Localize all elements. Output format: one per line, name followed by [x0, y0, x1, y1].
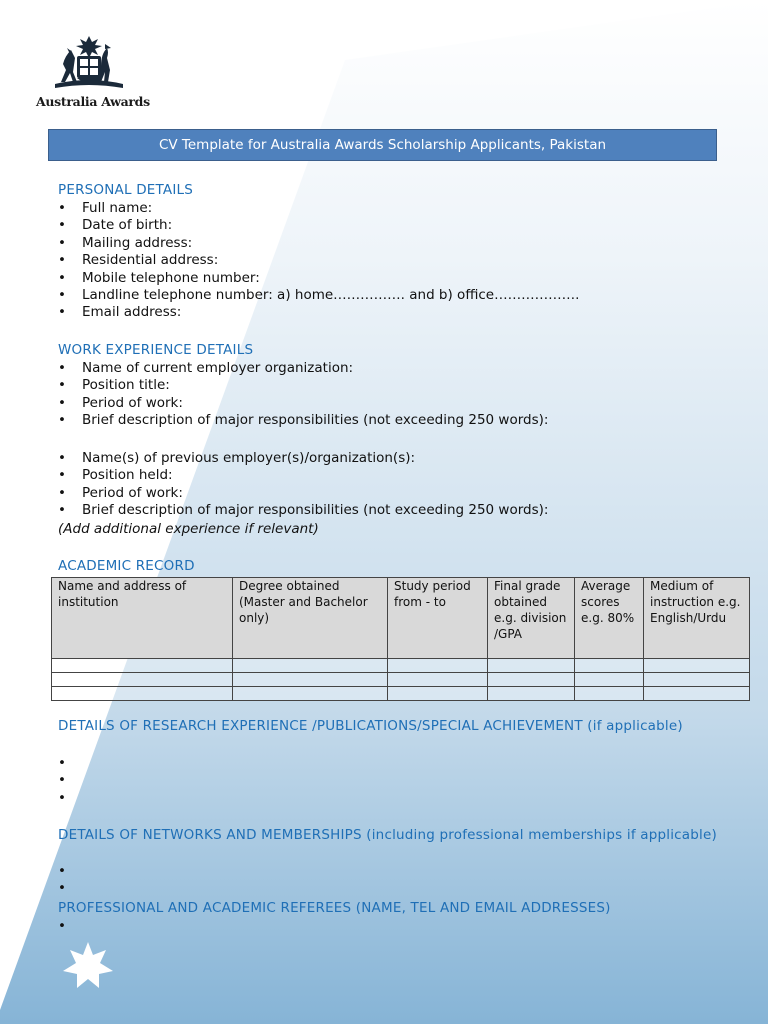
list-item: • Position held: — [58, 467, 548, 484]
research-heading: DETAILS OF RESEARCH EXPERIENCE /PUBLICATIONS/SPECIAL ACHIEVEMENT (if applicable) — [58, 718, 683, 734]
academic-record-table — [51, 577, 750, 701]
list-item — [58, 880, 82, 897]
academic-record-heading: ACADEMIC RECORD — [58, 558, 195, 574]
column-header: Study period from - to — [388, 578, 488, 659]
table-cell[interactable] — [52, 659, 233, 673]
list-item — [58, 772, 82, 789]
table-cell[interactable] — [644, 673, 750, 687]
referees-list — [58, 918, 82, 935]
seven-point-star-icon — [62, 941, 114, 991]
table-cell[interactable] — [488, 687, 575, 701]
research-list — [58, 755, 82, 807]
column-header: Name and address of institution — [52, 578, 233, 659]
personal-details-list — [58, 200, 579, 322]
table-cell[interactable] — [52, 687, 233, 701]
table-row — [52, 673, 750, 687]
table-cell[interactable] — [52, 673, 233, 687]
list-item — [58, 863, 82, 880]
list-item: • Period of work: — [58, 485, 548, 502]
table-cell[interactable] — [233, 687, 388, 701]
list-item: • Date of birth: — [58, 217, 579, 234]
document-title: CV Template for Australia Awards Scholarship Applicants, Pakistan — [48, 129, 717, 161]
coat-of-arms-icon — [49, 34, 129, 92]
table-cell[interactable] — [233, 659, 388, 673]
table-cell[interactable] — [575, 659, 644, 673]
table-cell[interactable] — [575, 687, 644, 701]
list-item: • Mailing address: — [58, 235, 579, 252]
additional-experience-note: (Add additional experience if relevant) — [58, 521, 319, 537]
table-row — [52, 687, 750, 701]
list-item: • Brief description of major responsibilities (not exceeding 250 words): — [58, 502, 548, 519]
list-item: • Position title: — [58, 377, 548, 394]
column-header: Average scores e.g. 80% — [575, 578, 644, 659]
table-header-row — [52, 578, 750, 659]
list-item: • Brief description of major responsibilities (not exceeding 250 words): — [58, 412, 548, 429]
list-item — [58, 918, 82, 935]
table-cell[interactable] — [233, 673, 388, 687]
table-cell[interactable] — [644, 687, 750, 701]
table-cell[interactable] — [388, 659, 488, 673]
column-header: Final grade obtained e.g. division /GPA — [488, 578, 575, 659]
list-item: • Period of work: — [58, 395, 548, 412]
table-cell[interactable] — [644, 659, 750, 673]
table-row — [52, 659, 750, 673]
personal-details-heading: PERSONAL DETAILS — [58, 182, 194, 198]
list-item: • Name(s) of previous employer(s)/organization(s): — [58, 450, 548, 467]
list-item — [58, 755, 82, 772]
list-item: • Mobile telephone number: — [58, 270, 579, 287]
table-cell[interactable] — [488, 673, 575, 687]
networks-heading: DETAILS OF NETWORKS AND MEMBERSHIPS (including professional memberships if applicable) — [58, 827, 717, 843]
table-cell[interactable] — [388, 687, 488, 701]
table-cell[interactable] — [488, 659, 575, 673]
list-item: • Residential address: — [58, 252, 579, 269]
table-cell[interactable] — [575, 673, 644, 687]
referees-heading: PROFESSIONAL AND ACADEMIC REFEREES (NAME, TEL AND EMAIL ADDRESSES) — [58, 900, 611, 916]
table-cell[interactable] — [388, 673, 488, 687]
current-employer-list — [58, 360, 548, 430]
list-item — [58, 790, 82, 807]
column-header: Medium of instruction e.g. English/Urdu — [644, 578, 750, 659]
networks-list — [58, 863, 82, 898]
logo-wordmark: Australia Awards — [36, 94, 150, 109]
list-item: • Full name: — [58, 200, 579, 217]
australia-awards-logo — [36, 34, 150, 109]
list-item: • Name of current employer organization: — [58, 360, 548, 377]
column-header: Degree obtained (Master and Bachelor only) — [233, 578, 388, 659]
list-item: • Email address: — [58, 304, 579, 321]
work-experience-heading: WORK EXPERIENCE DETAILS — [58, 342, 254, 358]
list-item: • Landline telephone number: a) home……………. and b) office………………. — [58, 287, 579, 304]
previous-employer-list — [58, 450, 548, 520]
